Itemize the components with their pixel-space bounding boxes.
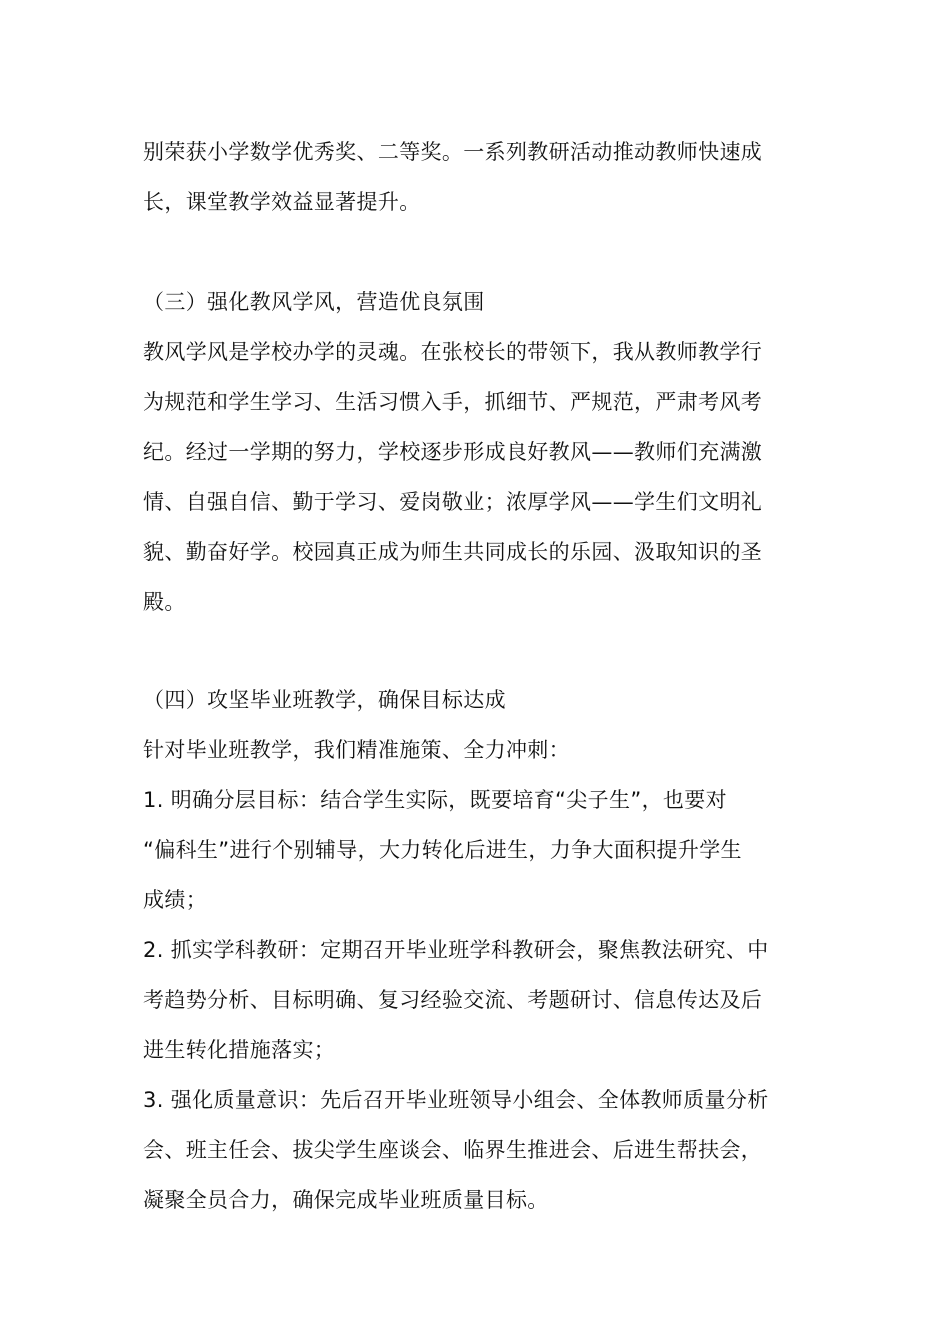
paragraph-line: 为规范和学生学习、生活习惯入手，抓细节、严规范，严肃考风考 — [143, 390, 763, 414]
list-item-line: 2. 抓实学科教研：定期召开毕业班学科教研会，聚焦教法研究、中 — [143, 938, 769, 962]
list-item-line: 进生转化措施落实； — [143, 1038, 336, 1062]
list-item-line: 3. 强化质量意识：先后召开毕业班领导小组会、全体教师质量分析 — [143, 1088, 769, 1112]
intro-line: 针对毕业班教学，我们精准施策、全力冲刺： — [143, 738, 570, 762]
paragraph-line: 貌、勤奋好学。校园真正成为师生共同成长的乐园、汲取知识的圣 — [143, 540, 763, 564]
list-item-line: 1. 明确分层目标：结合学生实际，既要培育“尖子生”，也要对 — [143, 788, 727, 812]
list-item-line: “偏科生”进行个别辅导，大力转化后进生，力争大面积提升学生 — [143, 838, 742, 862]
paragraph-line: 殿。 — [143, 590, 186, 614]
section-heading-4: （四）攻坚毕业班教学，确保目标达成 — [143, 688, 506, 712]
list-item-line: 会、班主任会、拔尖学生座谈会、临界生推进会、后进生帮扶会， — [143, 1138, 763, 1162]
paragraph-line: 长，课堂教学效益显著提升。 — [143, 190, 421, 214]
paragraph-line: 教风学风是学校办学的灵魂。在张校长的带领下，我从教师教学行 — [143, 340, 763, 364]
section-heading-3: （三）强化教风学风，营造优良氛围 — [143, 290, 485, 314]
paragraph-line: 纪。经过一学期的努力，学校逐步形成良好教风——教师们充满激 — [143, 440, 763, 464]
paragraph-line: 情、自强自信、勤于学习、爱岗敬业；浓厚学风——学生们文明礼 — [143, 490, 763, 514]
paragraph-line: 别荣获小学数学优秀奖、二等奖。一系列教研活动推动教师快速成 — [143, 140, 763, 164]
list-item-line: 凝聚全员合力，确保完成毕业班质量目标。 — [143, 1188, 549, 1212]
list-item-line: 考趋势分析、目标明确、复习经验交流、考题研讨、信息传达及后 — [143, 988, 763, 1012]
list-item-line: 成绩； — [143, 888, 208, 912]
